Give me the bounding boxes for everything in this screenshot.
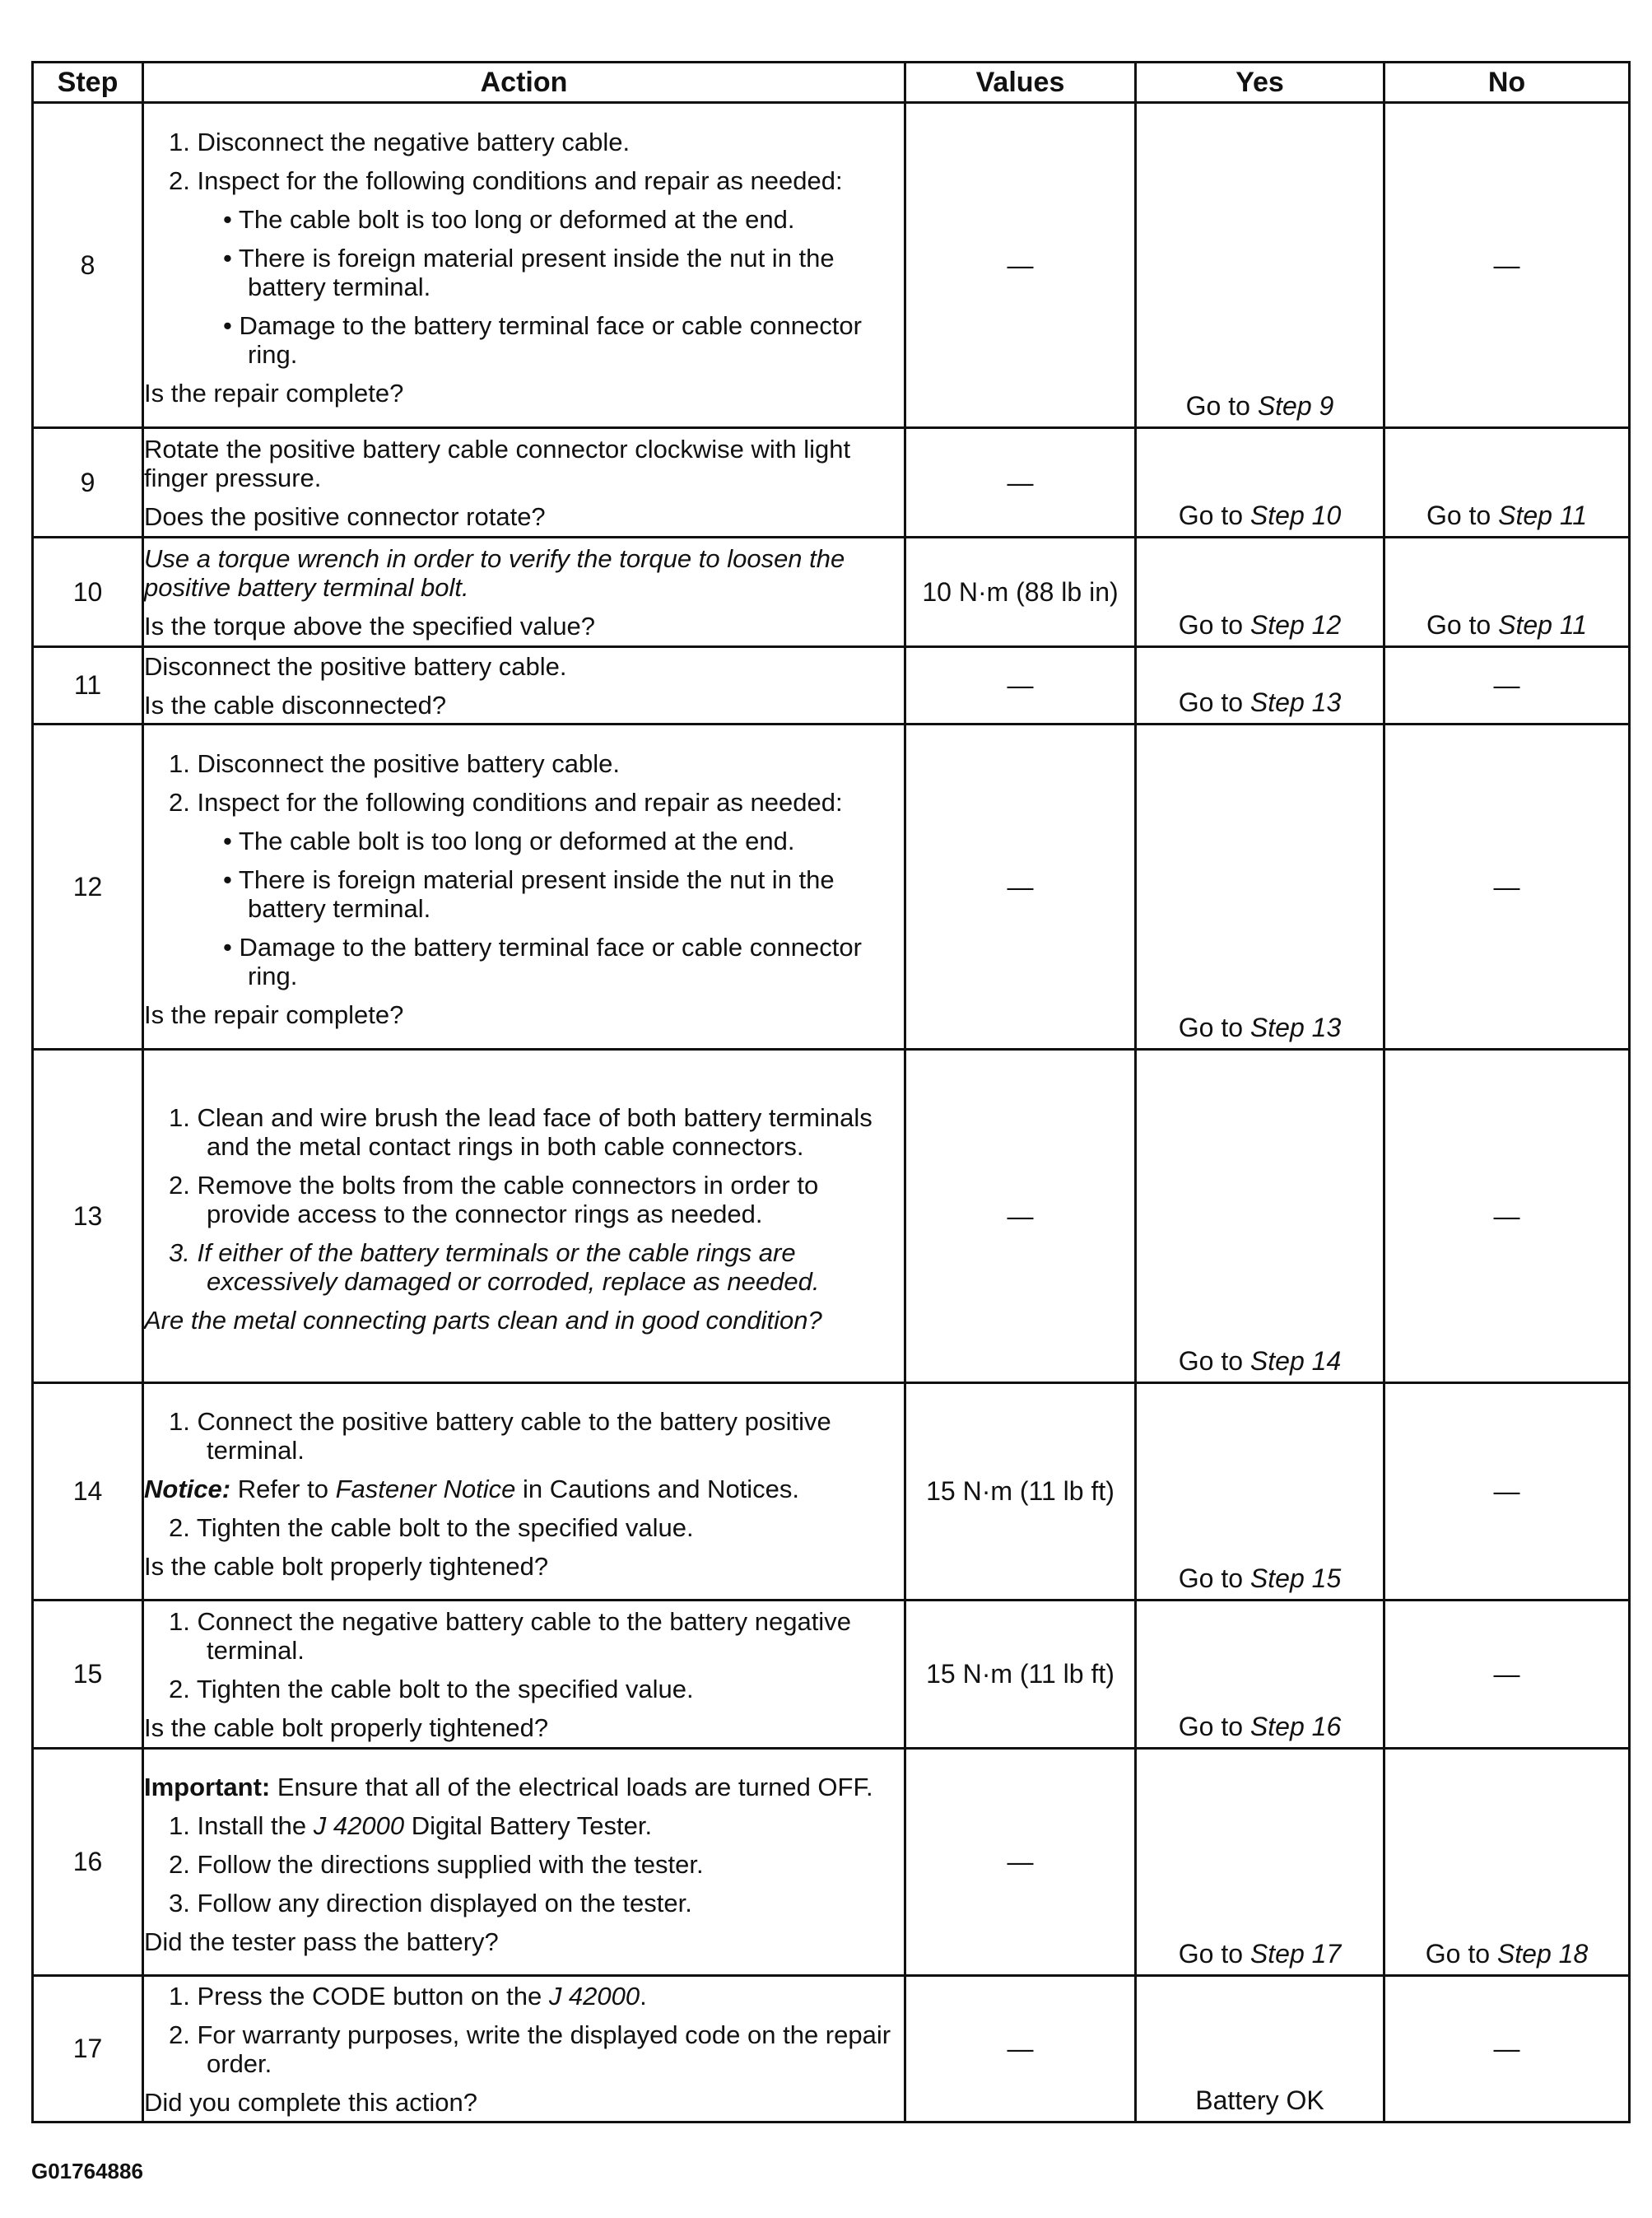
no-cell (1384, 428, 1630, 538)
step-reference: Step 16 (1249, 1712, 1342, 1741)
action-item-text: Digital Battery Tester. (404, 1811, 653, 1840)
action-question: Is the repair complete? (144, 1000, 404, 1029)
header-action: Action (143, 63, 905, 103)
step-number: 10 (33, 538, 143, 647)
no-cell: — (1384, 1976, 1630, 2122)
no-cell: — (1384, 1601, 1630, 1749)
yes-result: Go to Step 15 (1178, 1563, 1342, 1593)
action-bullet: • There is foreign material present inside the nut in the battery terminal. (223, 244, 835, 301)
action-question: Is the repair complete? (144, 379, 404, 408)
step-reference: Step 14 (1249, 1346, 1342, 1376)
action-item: 1. Connect the negative battery cable to the battery negative terminal. (169, 1606, 851, 1665)
step-number: 8 (33, 103, 143, 428)
table-row (33, 103, 1630, 428)
action-item: 1. Connect the positive battery cable to the battery positive terminal. (169, 1407, 831, 1465)
step-number: 13 (33, 1050, 143, 1383)
action-text: Disconnect the positive battery cable. (144, 651, 567, 681)
header-no: No (1384, 63, 1630, 103)
step-reference: Step 17 (1249, 1939, 1342, 1969)
yes-cell (1136, 103, 1384, 428)
header-step: Step (33, 63, 143, 103)
table-row (33, 1383, 1630, 1601)
action-item: 1. Clean and wire brush the lead face of both battery terminals and the metal contact rings in both cable connectors. (169, 1102, 873, 1161)
yes-result: Go to Step 12 (1178, 610, 1342, 640)
step-number: 15 (33, 1601, 143, 1749)
action-bullet: • Damage to the battery terminal face or cable connector ring. (223, 933, 862, 990)
action-cell (143, 1601, 905, 1749)
action-item: 2. Remove the bolts from the cable connectors in order to provide access to the connector rings as needed. (169, 1170, 819, 1228)
step-reference: Step 18 (1496, 1939, 1589, 1969)
notice-label: Notice: (144, 1475, 231, 1503)
table-row (33, 725, 1630, 1050)
yes-cell (1136, 1976, 1384, 2122)
notice-text: Refer to (230, 1475, 336, 1503)
yes-cell (1136, 647, 1384, 725)
yes-cell (1136, 1601, 1384, 1749)
action-cell (143, 725, 905, 1050)
notice-text: in Cautions and Notices. (515, 1475, 800, 1503)
table-row (33, 1050, 1630, 1383)
action-item: 1. Disconnect the negative battery cable. (169, 128, 631, 156)
action-bullet: • The cable bolt is too long or deformed at the end. (223, 205, 795, 234)
step-reference: Step 9 (1257, 391, 1334, 421)
action-question: Is the cable disconnected? (144, 690, 447, 720)
action-item: 2. Tighten the cable bolt to the specified value. (169, 1674, 694, 1703)
action-bullet: • There is foreign material present inside the nut in the battery terminal. (223, 865, 835, 923)
action-item (144, 1982, 904, 2011)
no-result: Go to Step 11 (1426, 501, 1588, 530)
no-cell: — (1384, 1050, 1630, 1383)
action-question: Are the metal connecting parts clean and in good condition? (144, 1305, 822, 1335)
yes-result: Go to Step 13 (1178, 1013, 1342, 1042)
step-number: 17 (33, 1976, 143, 2122)
action-item: 1. Disconnect the positive battery cable. (169, 749, 620, 778)
action-cell (143, 538, 905, 647)
yes-result: Go to Step 14 (1178, 1346, 1342, 1376)
no-result: Go to Step 11 (1426, 610, 1588, 640)
action-item: 2. Tighten the cable bolt to the specified value. (169, 1513, 694, 1542)
no-cell: — (1384, 1383, 1630, 1601)
tool-reference: J 42000 (313, 1811, 405, 1840)
action-item (144, 1811, 904, 1840)
action-item-text: 1. Install the (169, 1811, 314, 1840)
step-reference: Step 15 (1249, 1563, 1342, 1593)
important-text: Ensure that all of the electrical loads are turned OFF. (270, 1773, 873, 1801)
action-item: 3. Follow any direction displayed on the tester. (169, 1889, 692, 1917)
action-item: 2. For warranty purposes, write the displayed code on the repair order. (169, 2020, 891, 2078)
yes-result: Go to Step 13 (1178, 687, 1342, 717)
no-cell (1384, 538, 1630, 647)
yes-result: Go to Step 16 (1178, 1712, 1342, 1741)
values-cell: — (905, 647, 1136, 725)
no-cell: — (1384, 725, 1630, 1050)
values-cell: — (905, 1976, 1136, 2122)
action-item: 2. Follow the directions supplied with the tester. (169, 1850, 704, 1879)
yes-cell (1136, 1383, 1384, 1601)
action-bullet: • The cable bolt is too long or deformed at the end. (223, 827, 795, 855)
no-result: Go to Step 18 (1425, 1939, 1589, 1969)
action-item: 3. If either of the battery terminals or the cable rings are excessively damaged or corroded, replace as needed. (169, 1237, 820, 1296)
action-question: Did you complete this action? (144, 2087, 477, 2117)
action-item: 2. Inspect for the following conditions and repair as needed: (169, 788, 843, 817)
action-cell (143, 103, 905, 428)
yes-result: Battery OK (1195, 2085, 1324, 2115)
step-number: 12 (33, 725, 143, 1050)
no-cell: — (1384, 103, 1630, 428)
table-row (33, 538, 1630, 647)
yes-cell (1136, 1749, 1384, 1976)
step-number: 11 (33, 647, 143, 725)
action-item: 2. Inspect for the following conditions and repair as needed: (169, 166, 843, 195)
action-item-text: 1. Press the CODE button on the (169, 1981, 549, 2011)
action-cell (143, 1383, 905, 1601)
yes-cell (1136, 538, 1384, 647)
action-item-text: . (640, 1981, 647, 2011)
action-cell (143, 1749, 905, 1976)
action-question: Is the cable bolt properly tightened? (144, 1552, 549, 1581)
yes-cell (1136, 428, 1384, 538)
important-label: Important: (144, 1773, 271, 1801)
yes-cell (1136, 725, 1384, 1050)
values-cell: 15 N·m (11 lb ft) (905, 1601, 1136, 1749)
values-cell: 10 N·m (88 lb in) (905, 538, 1136, 647)
action-bullet: • Damage to the battery terminal face or cable connector ring. (223, 311, 862, 369)
yes-cell (1136, 1050, 1384, 1383)
action-question: Is the cable bolt properly tightened? (144, 1712, 549, 1742)
action-question: Does the positive connector rotate? (144, 501, 546, 531)
table-header-row (33, 63, 1630, 103)
yes-result: Go to Step 17 (1178, 1939, 1342, 1969)
important-line (144, 1773, 904, 1801)
step-reference: Step 12 (1249, 610, 1342, 640)
values-cell: 15 N·m (11 lb ft) (905, 1383, 1136, 1601)
values-cell: — (905, 103, 1136, 428)
action-text: Rotate the positive battery cable connector clockwise with light finger pressure. (144, 434, 851, 492)
table-row (33, 1976, 1630, 2122)
header-values: Values (905, 63, 1136, 103)
action-question: Is the torque above the specified value? (144, 611, 596, 641)
step-number: 14 (33, 1383, 143, 1601)
step-number: 9 (33, 428, 143, 538)
figure-code: G01764886 (31, 2159, 143, 2183)
notice-line (144, 1475, 904, 1503)
values-cell: — (905, 725, 1136, 1050)
action-cell (143, 1050, 905, 1383)
step-reference: Step 10 (1249, 501, 1342, 530)
step-reference: Step 13 (1249, 1013, 1342, 1042)
no-cell (1384, 1749, 1630, 1976)
action-text: Use a torque wrench in order to verify the torque to loosen the positive battery terminal bolt. (144, 543, 845, 602)
no-cell: — (1384, 647, 1630, 725)
values-cell: — (905, 1749, 1136, 1976)
step-reference: Step 13 (1249, 687, 1342, 717)
values-cell: — (905, 428, 1136, 538)
values-cell: — (905, 1050, 1136, 1383)
table-row (33, 1749, 1630, 1976)
yes-result: Go to Step 9 (1185, 391, 1334, 421)
action-cell (143, 428, 905, 538)
step-reference: Step 11 (1498, 610, 1588, 640)
tool-reference: J 42000 (548, 1981, 640, 2011)
header-yes: Yes (1136, 63, 1384, 103)
step-number: 16 (33, 1749, 143, 1976)
notice-reference: Fastener Notice (335, 1475, 516, 1503)
action-question: Did the tester pass the battery? (144, 1927, 499, 1956)
table-row (33, 428, 1630, 538)
step-reference: Step 11 (1498, 501, 1588, 530)
table-row (33, 1601, 1630, 1749)
action-cell (143, 1976, 905, 2122)
action-cell (143, 647, 905, 725)
yes-result: Go to Step 10 (1178, 501, 1342, 530)
diagnostic-table (31, 61, 1631, 2123)
table-row (33, 647, 1630, 725)
